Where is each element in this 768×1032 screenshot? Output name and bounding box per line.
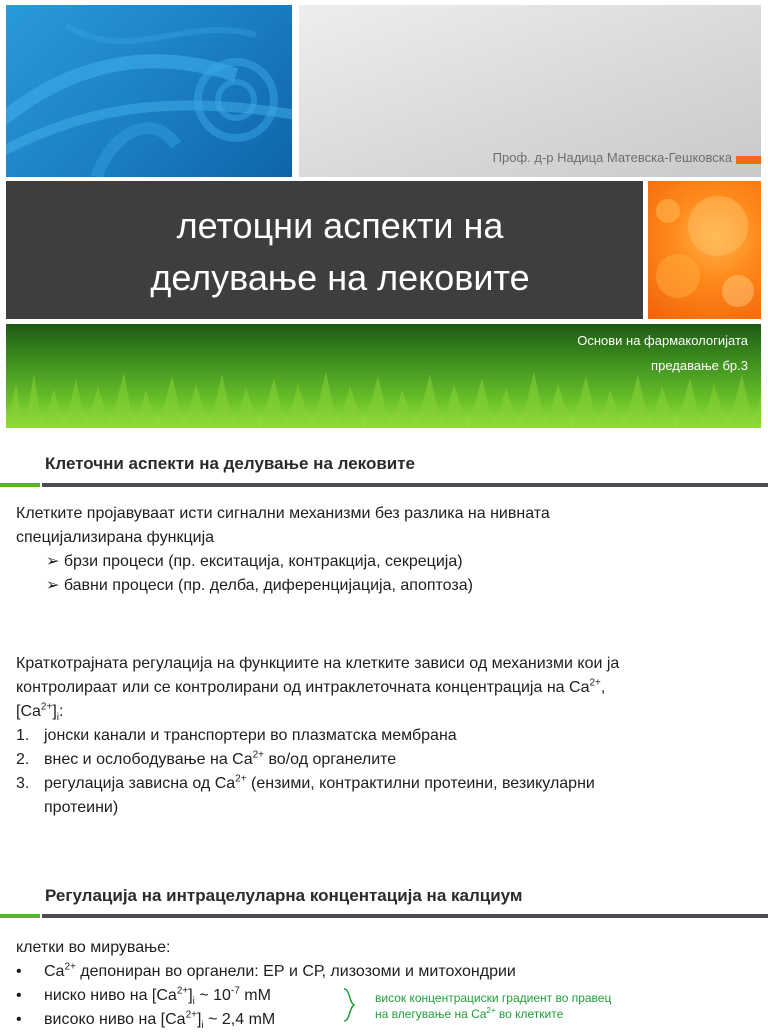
title-line-2: делување на лековите [150, 257, 530, 298]
slide-heading: Регулација на интрацелуларна концентација на калциум [45, 886, 523, 905]
curly-brace-icon [342, 988, 356, 1022]
list-item: ➢ бавни процеси (пр. делба, диференцијација, апоптоза) [46, 577, 473, 594]
list-item: 3. регулација зависна од $Ca^{2+}$ (ензими, контрактилни протеини, везикуларни [16, 773, 595, 792]
regulation-paragraph: Краткотрајната регулација на функциите на клетките зависи од механизми кои ја контролираат или се контролирани од интраклеточната концентрација на $Ca^{2+}$, $[Ca^{2+}]_i$: 1. јонски канали и транспортери во плазматска мембрана 2. внес и ослободување на $Ca^{2+}$ во/од органелите 3. регулација зависна од $Ca^{2+}$ (ензими, контрактилни протеини, везикуларни протеини) [16, 652, 756, 820]
slide-title [40, 200, 640, 304]
course-name: Основи на фармакологијата [577, 333, 748, 348]
list-item: • $Ca^{2+}$ депониран во органели: ЕР и СР, лизозоми и митохондрии [16, 961, 516, 980]
heading-rule [0, 914, 768, 918]
slide-heading: Клеточни аспекти на делување на лековите [45, 454, 416, 473]
orange-tile [648, 181, 761, 319]
bokeh-circles-icon [648, 181, 761, 319]
list-item: • високо ниво на $[Ca^{2+}]_i$ ~ 2,4 mM [16, 1009, 276, 1032]
list-item: 2. внес и ослободување на $Ca^{2+}$ во/од органелите [16, 749, 397, 768]
calcium-regulation-slide [0, 868, 768, 1032]
resting-cells-list: клетки во мирување: • $Ca^{2+}$ депониран во органели: ЕР и СР, лизозоми и митохондрии • ниско ниво на $[Ca^{2+}]_i$ ~ $10^{-7}$ mM • високо ниво на $[Ca^{2+}]_i$ ~ 2,4 mM [16, 936, 756, 1032]
heading-rule [0, 483, 768, 487]
lecture-number: предавање бр.3 [651, 358, 748, 373]
orange-accent-bar [736, 156, 761, 164]
title-line-1: летоцни аспекти на [176, 205, 504, 246]
title-slide [0, 0, 768, 432]
list-item: 1. јонски канали и транспортери во плазматска мембрана [16, 727, 457, 744]
arrow-bullet-icon: ➢ [46, 577, 64, 594]
cellular-aspects-slide [0, 436, 768, 864]
list-item: ➢ брзи процеси (пр. екситација, контракција, секреција) [46, 553, 463, 570]
swirl-pattern-icon [6, 5, 292, 177]
list-item: • ниско ниво на $[Ca^{2+}]_i$ ~ $10^{-7}$ mM [16, 985, 271, 1008]
arrow-bullet-icon: ➢ [46, 553, 64, 570]
intro-paragraph: Клетките пројавуваат исти сигнални механизми без разлика на нивната специјализирана функција ➢ брзи процеси (пр. екситација, контракција, секреција) ➢ бавни процеси (пр. делба, диференцијација, апоптоза) [16, 502, 756, 598]
blue-swirl-tile [6, 5, 292, 177]
gradient-note: висок концентрациски градиент во правец на влегување на $Ca^{2+}$ во клетките [375, 991, 612, 1021]
author-name: Проф. д-р Надица Матевска-Гешковска [492, 150, 732, 165]
